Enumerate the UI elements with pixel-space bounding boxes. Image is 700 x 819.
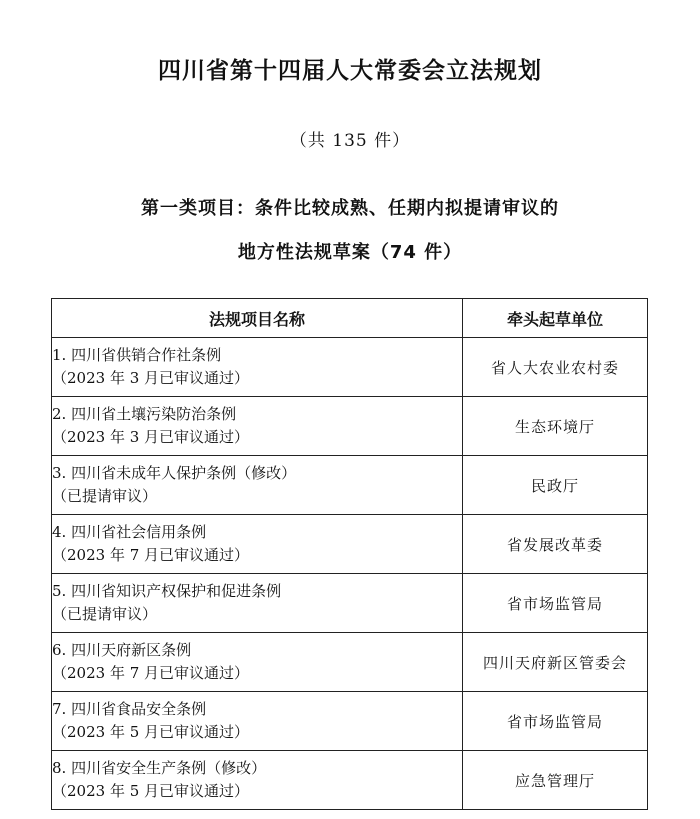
drafting-unit: 省发展改革委 <box>463 515 648 574</box>
law-name-cell <box>52 751 463 810</box>
header-law-name: 法规项目名称 <box>52 299 463 338</box>
law-status: （已提请审议） <box>52 605 158 623</box>
table-row <box>52 515 648 574</box>
law-name-cell <box>52 397 463 456</box>
table-row <box>52 751 648 810</box>
law-name: 6. 四川天府新区条例 <box>52 641 192 659</box>
section-heading-line-2: 地方性法规草案（74 件） <box>237 242 463 263</box>
table-row <box>52 338 648 397</box>
law-status: （2023 年 7 月已审议通过） <box>52 546 250 564</box>
table-row <box>52 692 648 751</box>
law-status: （2023 年 5 月已审议通过） <box>52 782 250 800</box>
law-name: 1. 四川省供销合作社条例 <box>52 346 222 364</box>
drafting-unit: 省市场监管局 <box>463 574 648 633</box>
table-row <box>52 633 648 692</box>
law-status: （2023 年 5 月已审议通过） <box>52 723 250 741</box>
law-name-cell <box>52 574 463 633</box>
section-heading-line-1: 第一类项目：条件比较成熟、任期内拟提请审议的 <box>141 198 559 219</box>
law-name: 2. 四川省土壤污染防治条例 <box>52 405 237 423</box>
law-status: （已提请审议） <box>52 487 158 505</box>
drafting-unit: 民政厅 <box>463 456 648 515</box>
legislation-table <box>51 298 648 810</box>
drafting-unit: 生态环境厅 <box>463 397 648 456</box>
law-status: （2023 年 7 月已审议通过） <box>52 664 250 682</box>
header-drafting-unit: 牵头起草单位 <box>463 299 648 338</box>
table-row <box>52 456 648 515</box>
law-status: （2023 年 3 月已审议通过） <box>52 369 250 387</box>
law-name: 4. 四川省社会信用条例 <box>52 523 207 541</box>
law-name-cell <box>52 692 463 751</box>
law-name: 3. 四川省未成年人保护条例（修改） <box>52 464 297 482</box>
drafting-unit: 四川天府新区管委会 <box>463 633 648 692</box>
table-header-row <box>52 299 648 338</box>
drafting-unit: 省人大农业农村委 <box>463 338 648 397</box>
table-row <box>52 574 648 633</box>
law-name: 8. 四川省安全生产条例（修改） <box>52 759 267 777</box>
table-row <box>52 397 648 456</box>
drafting-unit: 应急管理厅 <box>463 751 648 810</box>
drafting-unit: 省市场监管局 <box>463 692 648 751</box>
document-subtitle: （共 135 件） <box>289 131 411 151</box>
law-name: 7. 四川省食品安全条例 <box>52 700 207 718</box>
law-name: 5. 四川省知识产权保护和促进条例 <box>52 582 282 600</box>
law-name-cell <box>52 456 463 515</box>
law-name-cell <box>52 633 463 692</box>
law-name-cell <box>52 338 463 397</box>
law-status: （2023 年 3 月已审议通过） <box>52 428 250 446</box>
document-title: 四川省第十四届人大常委会立法规划 <box>158 58 542 84</box>
law-name-cell <box>52 515 463 574</box>
